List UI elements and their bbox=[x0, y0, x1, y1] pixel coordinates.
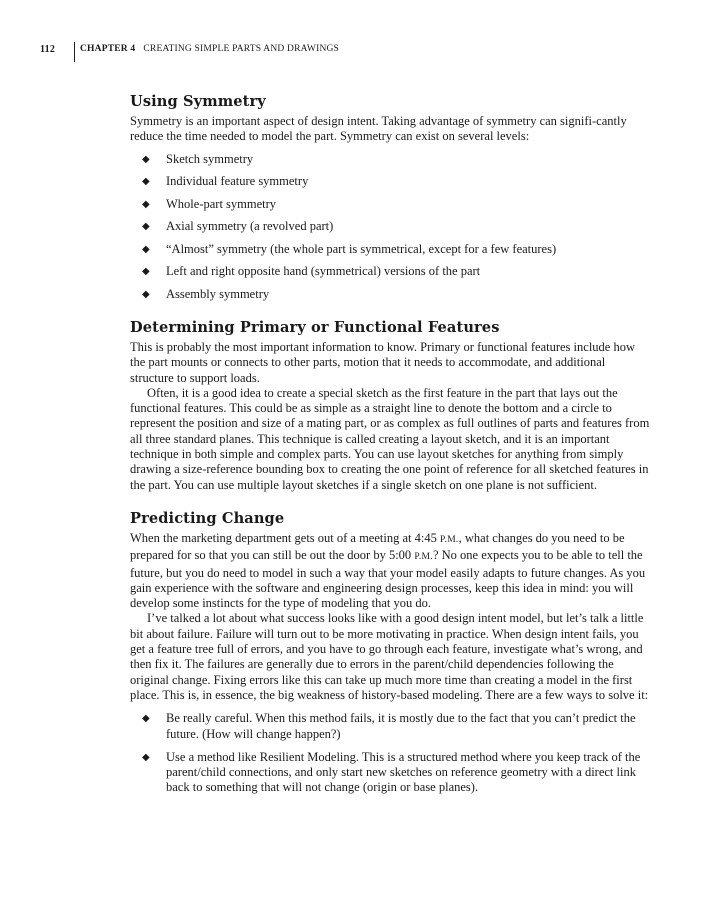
bullet-list bbox=[130, 711, 652, 795]
time-suffix: P.M. bbox=[414, 552, 433, 563]
section-heading: Determining Primary or Functional Features bbox=[130, 318, 500, 336]
bullet-diamond-icon: ◆ bbox=[142, 153, 150, 165]
section-heading: Using Symmetry bbox=[130, 93, 266, 110]
bullet-diamond-icon: ◆ bbox=[142, 243, 150, 255]
page-number: 112 bbox=[40, 44, 56, 55]
paragraph: I’ve talked a lot about what success looks like with a good design intent model, but let’s talk a little bit about failure. Failure will turn out to be more motivating in practice. When design intent fails, you get a feature tree full of errors, and you have to go through each feature, investigate what’s wrong, and then fix it. The failures are generally due to errors in the parent/child dependencies following the original change. Fixing errors like this can take up much more time than creating a model in the first place. This is, in essence, the big weakness of history-based modeling. There are a few ways to solve it: bbox=[130, 611, 649, 702]
section-functional-features bbox=[130, 319, 652, 493]
section-using-symmetry bbox=[130, 93, 652, 302]
bullet-diamond-icon: ◆ bbox=[142, 221, 150, 233]
list-item: ◆ Whole-part symmetry bbox=[142, 196, 277, 211]
bullet-diamond-icon: ◆ bbox=[142, 176, 150, 188]
bullet-diamond-icon: ◆ bbox=[142, 266, 150, 278]
paragraph: Symmetry is an important aspect of design intent. Taking advantage of symmetry can signifi-cantly reduce the time needed to model the part. Symmetry can exist on several levels: bbox=[130, 114, 627, 144]
list-item: ◆ Individual feature symmetry bbox=[142, 174, 309, 189]
chapter-title: CREATING SIMPLE PARTS AND DRAWINGS bbox=[143, 44, 340, 54]
list-item: ◆ Sketch symmetry bbox=[142, 151, 254, 166]
chapter-label: CHAPTER 4 bbox=[80, 44, 136, 54]
list-item: ◆ Axial symmetry (a revolved part) bbox=[142, 219, 334, 234]
bullet-diamond-icon: ◆ bbox=[142, 751, 150, 763]
header-divider bbox=[74, 42, 75, 62]
section-heading: Predicting Change bbox=[130, 509, 285, 527]
bullet-diamond-icon: ◆ bbox=[142, 288, 150, 300]
list-item: ◆ Be really careful. When this method fails, it is mostly due to the fact that you can’t predict the future. (How will change happen?) bbox=[142, 711, 636, 741]
paragraph: When the marketing department gets out of a meeting at 4:45 P.M., what changes do you need to be prepared for so that you can still be out the door by 5:00 P.M.? No one expects you to be able to tell the future, but you do need to model in such a way that your model easily adapts to future changes. As you gain experience with the software and engineering design processes, keep this idea in mind: you will develop some instincts for the type of modeling that you do. bbox=[130, 530, 646, 611]
page-body bbox=[130, 93, 652, 796]
list-item: ◆ “Almost” symmetry (the whole part is symmetrical, except for a few features) bbox=[142, 241, 557, 256]
time-suffix: P.M. bbox=[439, 534, 459, 545]
bullet-diamond-icon: ◆ bbox=[142, 198, 150, 210]
running-head bbox=[40, 42, 339, 64]
paragraph: Often, it is a good idea to create a special sketch as the first feature in the part that lays out the functional features. This could be as simple as a straight line to denote the bottom and a circle to represent the position and size of a mating part, or as complex as full outlines of parts and features from all three standard planes. This technique is called creating a layout sketch, and it is an important technique in both simple and complex parts. You can use layout sketches for anything from simply drawing a size-reference bounding box to creating the one point of reference for all sketched features in the part. You can use multiple layout sketches if a single sketch on one plane is not sufficient. bbox=[130, 385, 650, 492]
bullet-list bbox=[130, 152, 652, 302]
list-item: ◆ Use a method like Resilient Modeling. This is a structured method where you keep track of the parent/child connections, and only start new sketches on reference geometry with a direct link back to something that will not change (origin or base planes). bbox=[142, 749, 641, 795]
list-item: ◆ Assembly symmetry bbox=[142, 286, 270, 301]
bullet-diamond-icon: ◆ bbox=[142, 713, 150, 725]
paragraph: This is probably the most important information to know. Primary or functional features include how the part mounts or connects to other parts, motion that it needs to accommodate, and additional structure to support loads. bbox=[130, 339, 635, 385]
list-item: ◆ Left and right opposite hand (symmetrical) versions of the part bbox=[142, 264, 481, 279]
section-predicting-change bbox=[130, 510, 652, 796]
